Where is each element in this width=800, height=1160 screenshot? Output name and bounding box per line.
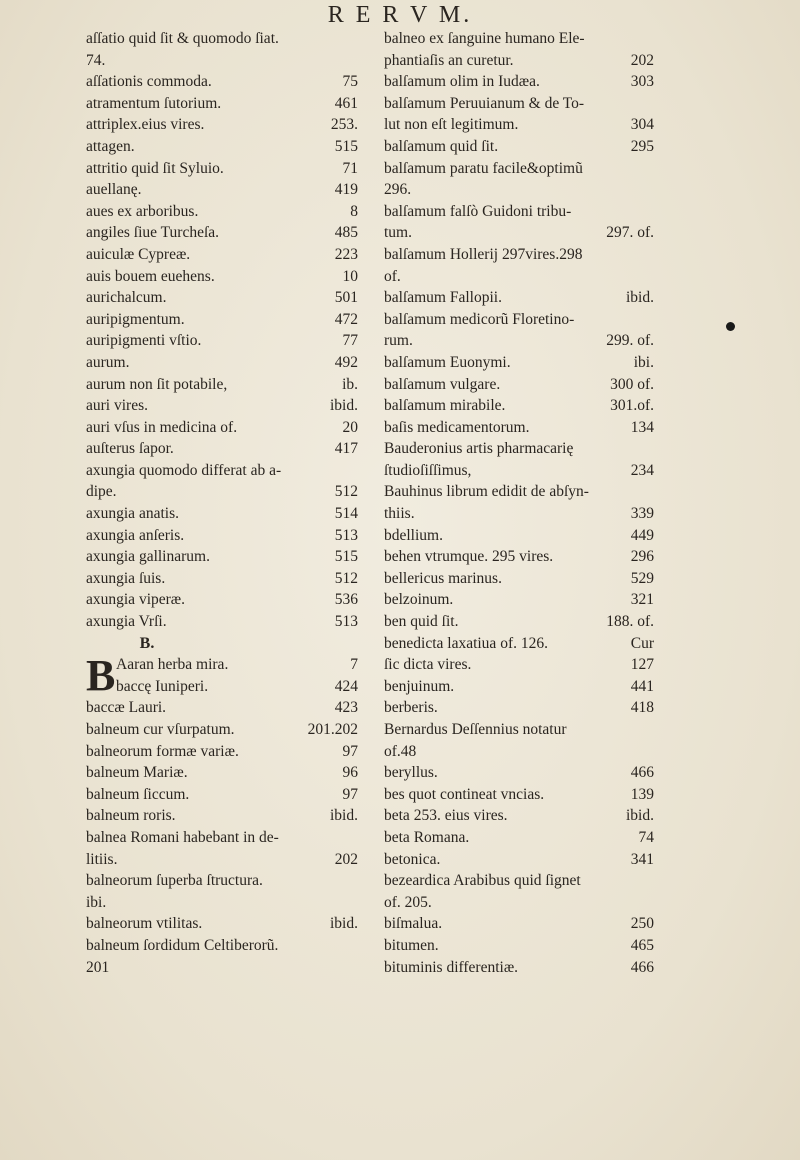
index-line: Bauderonius artis pharmacarię bbox=[384, 440, 574, 458]
index-entry bbox=[384, 676, 654, 698]
entry-term: balneum Mariæ. bbox=[86, 764, 188, 782]
entry-page-number: 96 bbox=[342, 764, 358, 782]
left-index-column bbox=[86, 28, 358, 978]
entry-page-number: 250 bbox=[630, 915, 654, 933]
entry-page-number: 253. bbox=[330, 116, 358, 134]
index-line: balſamum Hollerij 297vires.298 bbox=[384, 245, 583, 263]
entry-term: axungia viperæ. bbox=[86, 591, 186, 609]
index-entry bbox=[86, 93, 358, 115]
entry-term: attagen. bbox=[86, 137, 135, 155]
entry-term: benedicta laxatiua of. 126. bbox=[384, 634, 548, 652]
entry-term: phantiaſis an curetur. bbox=[384, 51, 514, 69]
entry-page-number: 127 bbox=[630, 656, 654, 674]
entry-page-number: 7 bbox=[350, 656, 358, 674]
index-line: bezeardica Arabibus quid ſignet bbox=[384, 872, 581, 890]
entry-term: aurum non ſit potabile, bbox=[86, 375, 228, 393]
index-entry bbox=[86, 568, 358, 590]
entry-page-number: ibid. bbox=[330, 807, 358, 825]
entry-page-number: 75 bbox=[342, 73, 358, 91]
index-line: balneum ſordidum Celtiberorũ. bbox=[86, 936, 279, 954]
entry-page-number: 512 bbox=[334, 483, 358, 501]
entry-term: auri vires. bbox=[86, 397, 148, 415]
index-entry bbox=[86, 287, 358, 309]
entry-page-number: 301.of. bbox=[610, 397, 654, 415]
index-entry bbox=[384, 546, 654, 568]
index-entry bbox=[384, 805, 654, 827]
index-entry bbox=[86, 374, 358, 396]
entry-page-number: 10 bbox=[342, 267, 358, 285]
index-entry bbox=[384, 525, 654, 547]
index-line: balneorum ſuperba ſtructura. bbox=[86, 872, 263, 890]
index-entry bbox=[384, 568, 654, 590]
index-entry bbox=[384, 503, 654, 525]
entry-term: thiis. bbox=[384, 505, 415, 523]
index-line: of. 205. bbox=[384, 893, 432, 911]
index-entry bbox=[384, 849, 654, 871]
entry-term: axungia Vrſi. bbox=[86, 613, 167, 631]
entry-page-number: 424 bbox=[334, 677, 358, 695]
index-entry bbox=[384, 913, 654, 935]
entry-page-number: 472 bbox=[334, 310, 358, 328]
index-entry bbox=[86, 546, 358, 568]
entry-page-number: 297. of. bbox=[606, 224, 654, 242]
index-entry bbox=[86, 697, 358, 719]
entry-term: auis bouem euehens. bbox=[86, 267, 215, 285]
entry-term: belzoinum. bbox=[384, 591, 454, 609]
index-entry bbox=[86, 71, 358, 93]
index-line: Bernardus Deſſennius notatur bbox=[384, 721, 567, 738]
entry-page-number: ibid. bbox=[330, 397, 358, 415]
entry-term: balneum roris. bbox=[86, 807, 176, 825]
running-header: R E R V M. bbox=[327, 2, 473, 28]
entry-term: baccæ Lauri. bbox=[86, 699, 167, 717]
entry-page-number: ib. bbox=[342, 375, 358, 393]
index-line: balſamum medicorũ Floretino- bbox=[384, 310, 575, 328]
entry-page-number: 465 bbox=[630, 936, 654, 954]
entry-term: aurum. bbox=[86, 353, 130, 371]
entry-page-number: 513 bbox=[334, 526, 358, 544]
entry-term: baſis medicamentorum. bbox=[384, 418, 530, 436]
entry-term: aues ex arboribus. bbox=[86, 202, 199, 220]
entry-page-number: 303 bbox=[630, 73, 654, 91]
index-entry bbox=[86, 114, 358, 136]
index-entry bbox=[86, 438, 358, 460]
entry-page-number: 139 bbox=[630, 785, 654, 803]
entry-page-number: 339 bbox=[630, 505, 654, 523]
index-entry bbox=[86, 136, 358, 158]
index-entry bbox=[384, 71, 654, 93]
entry-page-number: 97 bbox=[342, 785, 358, 803]
entry-page-number: 295 bbox=[630, 137, 654, 155]
index-entry bbox=[86, 913, 358, 935]
entry-term: axungia gallinarum. bbox=[86, 548, 210, 566]
entry-page-number: 74 bbox=[638, 828, 654, 846]
entry-term: axungia anatis. bbox=[86, 505, 179, 523]
index-entry bbox=[384, 136, 654, 158]
entry-term: beta 253. eius vires. bbox=[384, 807, 508, 825]
entry-term: bellericus marinus. bbox=[384, 569, 502, 587]
entry-page-number: 417 bbox=[334, 440, 358, 458]
index-entry bbox=[86, 741, 358, 763]
entry-page-number: 466 bbox=[630, 764, 654, 782]
entry-page-number: 201.202 bbox=[307, 721, 358, 738]
entry-term: axungia anſeris. bbox=[86, 526, 185, 544]
index-entry bbox=[384, 935, 654, 957]
index-entry bbox=[384, 762, 654, 784]
entry-term: auripigmenti vſtio. bbox=[86, 332, 202, 350]
entry-page-number: 71 bbox=[342, 159, 358, 177]
entry-term: auiculæ Cypreæ. bbox=[86, 245, 191, 263]
index-entry bbox=[86, 222, 358, 244]
entry-term: ſtudioſiſſimus, bbox=[384, 461, 472, 479]
entry-page-number: 492 bbox=[334, 353, 358, 371]
index-entry bbox=[384, 827, 654, 849]
entry-term: auſterus ſapor. bbox=[86, 440, 174, 458]
index-line: ibi. bbox=[86, 893, 107, 911]
entry-term: biſmalua. bbox=[384, 915, 443, 933]
index-entry bbox=[384, 330, 654, 352]
index-entry bbox=[86, 611, 358, 633]
index-entry bbox=[384, 287, 654, 309]
entry-term: betonica. bbox=[384, 850, 441, 868]
entry-page-number: 8 bbox=[350, 202, 358, 220]
index-entry bbox=[86, 417, 358, 439]
entry-page-number: 97 bbox=[342, 742, 358, 760]
index-entry bbox=[86, 676, 358, 698]
entry-page-number: 449 bbox=[630, 526, 654, 544]
index-entry bbox=[384, 50, 654, 72]
index-entry bbox=[86, 330, 358, 352]
index-entry bbox=[86, 352, 358, 374]
entry-term: beta Romana. bbox=[384, 828, 470, 846]
entry-page-number: 134 bbox=[630, 418, 654, 436]
index-entry bbox=[86, 481, 358, 503]
right-index-column bbox=[384, 28, 654, 978]
index-entry bbox=[86, 395, 358, 417]
entry-page-number: 299. of. bbox=[606, 332, 654, 350]
index-entry bbox=[384, 374, 654, 396]
index-entry bbox=[86, 201, 358, 223]
index-entry bbox=[384, 460, 654, 482]
entry-page-number: 461 bbox=[334, 94, 358, 112]
entry-page-number: 300 of. bbox=[610, 375, 654, 393]
entry-term: balneum cur vſurpatum. bbox=[86, 721, 235, 738]
entry-term: atramentum ſutorium. bbox=[86, 94, 222, 112]
entry-term: rum. bbox=[384, 332, 413, 350]
entry-page-number: ibi. bbox=[633, 353, 654, 371]
drop-capital: B bbox=[86, 651, 116, 701]
entry-term: aurichalcum. bbox=[86, 289, 167, 307]
entry-page-number: 466 bbox=[630, 958, 654, 976]
entry-page-number: 515 bbox=[334, 137, 358, 155]
entry-term: behen vtrumque. 295 vires. bbox=[384, 548, 554, 566]
index-line: balſamum paratu facile&optimũ bbox=[384, 159, 583, 177]
index-line: 296. bbox=[384, 181, 412, 199]
index-entry bbox=[384, 784, 654, 806]
index-entry bbox=[384, 352, 654, 374]
index-line: aſſatio quid ſit & quomodo ſiat. bbox=[86, 30, 279, 47]
entry-page-number: 529 bbox=[630, 569, 654, 587]
entry-term: lut non eſt legitimum. bbox=[384, 116, 519, 134]
entry-term: ſic dicta vires. bbox=[384, 656, 472, 674]
index-entry bbox=[86, 589, 358, 611]
ink-dot bbox=[726, 322, 735, 331]
entry-term: balſamum Euonymi. bbox=[384, 353, 511, 371]
index-entry bbox=[86, 805, 358, 827]
index-line: balnea Romani habebant in de- bbox=[86, 828, 279, 846]
entry-term: balſamum Fallopii. bbox=[384, 289, 502, 307]
entry-term: attritio quid ſit Syluio. bbox=[86, 159, 224, 177]
index-entry bbox=[384, 395, 654, 417]
index-entry bbox=[384, 654, 654, 676]
entry-page-number: 321 bbox=[630, 591, 654, 609]
entry-page-number: 423 bbox=[334, 699, 358, 717]
index-line: balſamum falſò Guidoni tribu- bbox=[384, 202, 572, 220]
entry-term: Aaran herba mira. bbox=[116, 656, 229, 674]
entry-term: bes quot contineat vncias. bbox=[384, 785, 545, 803]
entry-page-number: ibid. bbox=[626, 289, 654, 307]
index-entry bbox=[384, 633, 654, 655]
entry-term: beryllus. bbox=[384, 764, 438, 782]
entry-page-number: 223 bbox=[334, 245, 358, 263]
index-entry bbox=[86, 158, 358, 180]
entry-page-number: 202 bbox=[630, 51, 654, 69]
entry-term: balneum ſiccum. bbox=[86, 785, 190, 803]
entry-page-number: 514 bbox=[334, 505, 358, 523]
entry-page-number: ibid. bbox=[330, 915, 358, 933]
entry-page-number: 202 bbox=[334, 850, 358, 868]
index-entry bbox=[384, 222, 654, 244]
entry-page-number: 20 bbox=[342, 418, 358, 436]
index-entry bbox=[86, 266, 358, 288]
entry-term: axungia ſuis. bbox=[86, 569, 166, 587]
entry-term: attriplex.eius vires. bbox=[86, 116, 205, 134]
index-line: balſamum Peruuianum & de To- bbox=[384, 94, 585, 112]
entry-term: balſamum vulgare. bbox=[384, 375, 501, 393]
index-entry bbox=[86, 244, 358, 266]
index-entry bbox=[86, 849, 358, 871]
index-entry bbox=[86, 719, 358, 741]
index-entry bbox=[86, 762, 358, 784]
index-entry bbox=[384, 417, 654, 439]
entry-page-number: 296 bbox=[630, 548, 654, 566]
index-line: balneo ex ſanguine humano Ele- bbox=[384, 30, 585, 47]
entry-page-number: 188. of. bbox=[606, 613, 654, 631]
index-line: Bauhinus librum edidit de abſyn- bbox=[384, 483, 589, 501]
entry-page-number: 419 bbox=[334, 181, 358, 199]
entry-page-number: 304 bbox=[630, 116, 654, 134]
index-entry bbox=[384, 611, 654, 633]
entry-page-number: 501 bbox=[334, 289, 358, 307]
index-line: of. bbox=[384, 267, 401, 285]
entry-page-number: 418 bbox=[630, 699, 654, 717]
entry-term: auri vſus in medicina of. bbox=[86, 418, 238, 436]
index-entry bbox=[86, 784, 358, 806]
entry-term: aſſationis commoda. bbox=[86, 73, 212, 91]
entry-term: balſamum olim in Iudæa. bbox=[384, 73, 540, 91]
entry-page-number: Cur bbox=[630, 634, 654, 652]
index-entry bbox=[86, 503, 358, 525]
entry-page-number: 341 bbox=[630, 850, 654, 868]
section-letter-heading: B. bbox=[139, 634, 155, 652]
index-line: 201 bbox=[86, 958, 110, 976]
entry-term: balſamum mirabile. bbox=[384, 397, 506, 415]
index-entry bbox=[384, 697, 654, 719]
entry-term: berberis. bbox=[384, 699, 438, 717]
entry-term: auellanę. bbox=[86, 181, 142, 199]
entry-term: balſamum quid ſit. bbox=[384, 137, 499, 155]
index-line: of.48 bbox=[384, 742, 417, 760]
entry-term: dipe. bbox=[86, 483, 117, 501]
entry-term: balneorum vtilitas. bbox=[86, 915, 203, 933]
entry-term: benjuinum. bbox=[384, 677, 455, 695]
index-line: axungia quomodo differat ab a- bbox=[86, 461, 282, 479]
entry-term: balneorum formæ variæ. bbox=[86, 742, 239, 760]
entry-term: bdellium. bbox=[384, 526, 443, 544]
entry-term: baccę Iuniperi. bbox=[116, 677, 209, 695]
entry-page-number: 536 bbox=[334, 591, 358, 609]
entry-page-number: 512 bbox=[334, 569, 358, 587]
index-entry bbox=[384, 589, 654, 611]
index-entry bbox=[86, 525, 358, 547]
entry-page-number: 513 bbox=[334, 613, 358, 631]
entry-page-number: 485 bbox=[334, 224, 358, 242]
entry-page-number: 234 bbox=[630, 461, 654, 479]
entry-page-number: 515 bbox=[334, 548, 358, 566]
entry-term: angiles ſiue Turcheſa. bbox=[86, 224, 220, 242]
entry-page-number: ibid. bbox=[626, 807, 654, 825]
entry-term: bituminis differentiæ. bbox=[384, 958, 519, 976]
index-entry bbox=[86, 309, 358, 331]
index-line: 74. bbox=[86, 51, 106, 69]
index-entry bbox=[384, 957, 654, 979]
index-entry bbox=[384, 114, 654, 136]
entry-term: bitumen. bbox=[384, 936, 439, 954]
index-entry bbox=[86, 179, 358, 201]
entry-page-number: 77 bbox=[342, 332, 358, 350]
entry-term: tum. bbox=[384, 224, 412, 242]
entry-term: ben quid ſit. bbox=[384, 613, 459, 631]
entry-term: litiis. bbox=[86, 850, 118, 868]
entry-page-number: 441 bbox=[630, 677, 654, 695]
entry-term: auripigmentum. bbox=[86, 310, 185, 328]
